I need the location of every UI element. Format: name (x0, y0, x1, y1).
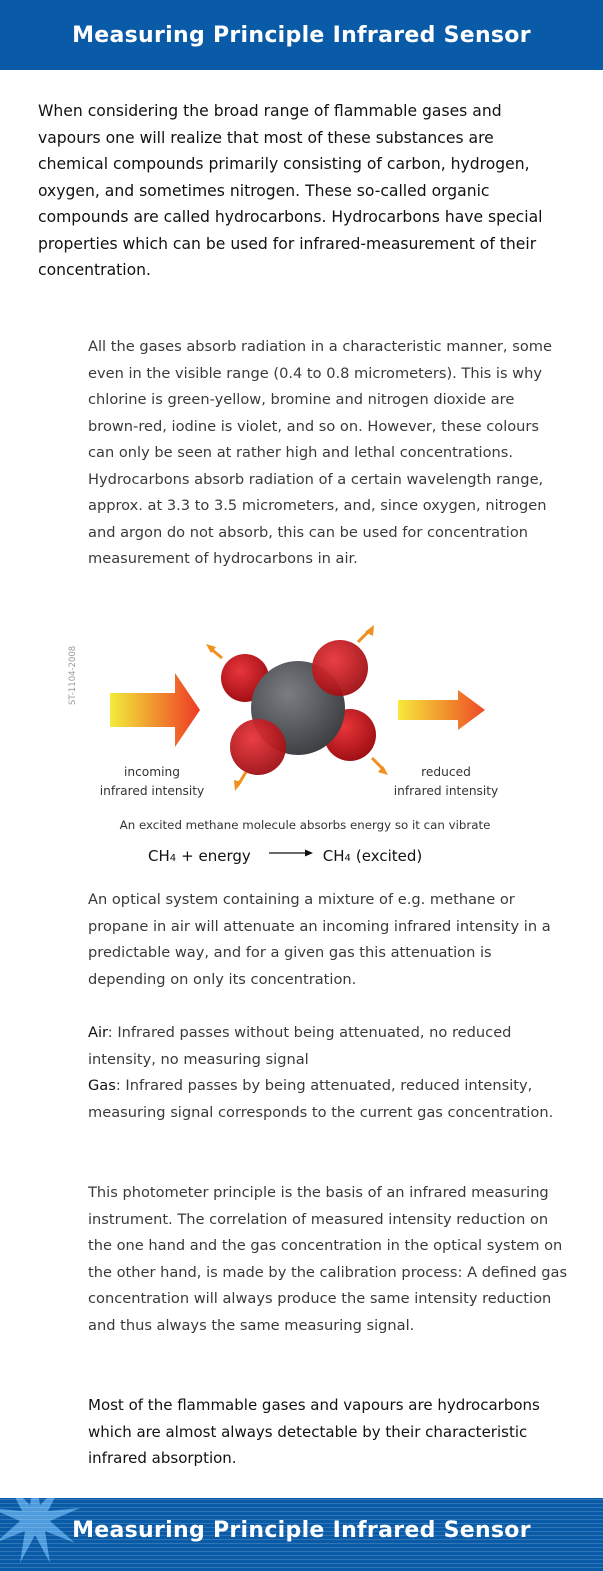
reduced-arrow (398, 690, 485, 730)
incoming-label: incoming infrared intensity (99, 765, 205, 798)
footer-banner (0, 1498, 603, 1571)
page-title: Measuring Principle Infrared Sensor (72, 22, 531, 48)
hydrogen-atom (230, 719, 286, 775)
attenuation-paragraph: An optical system containing a mixture of e.g. methane or propane in air will attenuate an incoming infrared intensity in a predictable way, and for a given gas this attenuation is depending on only its concentration. (88, 891, 551, 988)
hydrogen-atom (312, 640, 368, 696)
summary-paragraph: Most of the flammable gases and vapours are hydrocarbons which are almost always detectable by their characteristic infrared absorption. (88, 1396, 540, 1467)
air-term: Air (88, 1024, 108, 1041)
reaction-arrow-icon (269, 849, 313, 857)
air-gas-paragraph: Air: Infrared passes without being attenuated, no reduced intensity, no measuring signal Gas: Infrared passes by being attenuated, reduced intensity, measuring signal corresponds to the current gas concentration. (88, 1024, 554, 1121)
methane-equation: CH 4 + energy CH 4 (excited) (148, 847, 423, 865)
header-banner (0, 0, 603, 70)
figure-caption: An excited methane molecule absorbs energy so it can vibrate (119, 818, 491, 832)
absorption-paragraph: All the gases absorb radiation in a characteristic manner, some even in the visible range (0.4 to 0.8 micrometers). This is why chlorine is green-yellow, bromine and nitrogen dioxide are brown-red, iodine is violet, and so on. However, these colours can only be seen at rather high and lethal concentrations. Hydrocarbons absorb radiation of a certain wavelength range, approx. at 3.3 to 3.5 micrometers, and, since oxygen, nitrogen and argon do not absorb, this can be used for concentration measurement of hydrocarbons in air. (88, 338, 552, 567)
gas-term: Gas (88, 1077, 116, 1094)
incoming-arrow (110, 673, 200, 747)
footer-title: Measuring Principle Infrared Sensor (72, 1518, 531, 1543)
intro-paragraph: When considering the broad range of flammable gases and vapours one will realize that most of these substances are chemical compounds primarily consisting of carbon, hydrogen, oxygen, and sometimes nitrogen. These so-called organic compounds are called hydrocarbons. Hydrocarbons have special properties which can be used for infrared-measurement of their concentration. (38, 102, 543, 279)
reduced-label: reduced infrared intensity (393, 765, 499, 798)
photometer-paragraph: This photometer principle is the basis of an infrared measuring instrument. The correlation of measured intensity reduction on the one hand and the gas concentration in the optical system on the other hand, is made by the calibration process: A defined gas concentration will always produce the same intensity reduction and thus always the same measuring signal. (88, 1184, 568, 1334)
figure-code: ST-1104-2008 (68, 645, 78, 705)
